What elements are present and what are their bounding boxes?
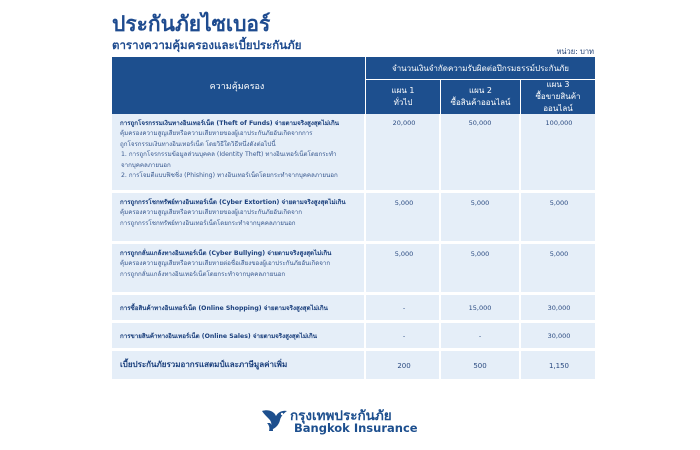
column-divider bbox=[519, 295, 521, 320]
column-divider bbox=[519, 244, 521, 292]
limit-column-header: จำนวนเงินจำกัดความรับผิดต่อปีกรมธรรม์ประกันภัย bbox=[365, 57, 595, 79]
plan-1-premium: 200 bbox=[397, 362, 411, 370]
premium-total-label: เบี้ยประกันภัยรวมอากรแสตมป์และภาษีมูลค่าเพิ่ม bbox=[120, 359, 288, 369]
plan-2-value: 5,000 bbox=[470, 250, 490, 258]
plan-2-value: 5,000 bbox=[470, 199, 490, 207]
coverage-heading: การถูกโจรกรรมเงินทางอินเทอร์เน็ต (Theft of Funds) จ่ายตามจริงสูงสุดไม่เกิน bbox=[120, 120, 339, 127]
plan-2-name: แผน 2 bbox=[469, 86, 492, 95]
coverage-description bbox=[120, 304, 364, 314]
plan-1-value: 5,000 bbox=[394, 199, 414, 207]
table-row bbox=[112, 295, 595, 323]
plan-3-value: 100,000 bbox=[545, 119, 573, 127]
coverage-line: 2. การโจมตีแบบฟิชชิ่ง (Phishing) ทางอินเทอร์เน็ตโดยกระทำจากบุคคลภายนอก bbox=[121, 172, 338, 180]
table-row bbox=[112, 193, 595, 244]
coverage-description bbox=[120, 249, 364, 280]
column-divider bbox=[439, 114, 441, 190]
column-divider bbox=[519, 351, 521, 379]
plan-2-header bbox=[440, 80, 520, 114]
logo-thai-text: กรุงเทพประกันภัย bbox=[290, 408, 392, 424]
premium-total-row bbox=[112, 351, 595, 382]
coverage-line: จากบุคคลภายนอก bbox=[121, 161, 171, 169]
coverage-line: คุ้มครองความสูญเสียหรือความเสียหายของผู้เอาประกันภัยอันเกิดจาก bbox=[120, 209, 302, 217]
column-divider bbox=[519, 193, 521, 241]
column-divider bbox=[439, 323, 441, 348]
column-divider bbox=[364, 323, 366, 348]
table-row bbox=[112, 114, 595, 193]
bird-logo-icon bbox=[258, 404, 290, 436]
coverage-description bbox=[120, 198, 364, 229]
plan-1-value: 5,000 bbox=[394, 250, 414, 258]
coverage-table bbox=[112, 57, 595, 382]
coverage-line: 1. การถูกโจรกรรมข้อมูลส่วนบุคคล (Identity Theft) ทางอินเทอร์เน็ตโดยกระทำ bbox=[121, 151, 337, 159]
column-divider bbox=[439, 244, 441, 292]
plan-1-value: - bbox=[402, 332, 406, 340]
plan-2-value: 15,000 bbox=[468, 304, 492, 312]
plan-3-value: 5,000 bbox=[549, 250, 569, 258]
column-divider bbox=[439, 193, 441, 241]
plan-1-desc: ทั่วไป bbox=[393, 98, 413, 107]
coverage-line: การถูกกลั่นแกล้งทางอินเทอร์เน็ตโดยกระทำจากบุคคลภายนอก bbox=[120, 270, 286, 278]
table-row bbox=[112, 244, 595, 295]
plan-2-value: 50,000 bbox=[468, 119, 492, 127]
column-divider bbox=[364, 114, 366, 190]
column-divider bbox=[519, 323, 521, 348]
column-divider bbox=[364, 351, 366, 379]
coverage-line: คุ้มครองความสูญเสียหรือความเสียหายของผู้เอาประกันภัยอันเกิดจากการ bbox=[120, 130, 313, 138]
plan-3-value: 30,000 bbox=[547, 332, 571, 340]
plan-1-value: - bbox=[402, 304, 406, 312]
column-divider bbox=[364, 244, 366, 292]
column-divider bbox=[364, 295, 366, 320]
plan-3-header bbox=[520, 80, 595, 114]
plan-3-premium: 1,150 bbox=[548, 362, 570, 370]
coverage-line: คุ้มครองความสูญเสียหรือความเสียหายต่อชื่อเสียงของผู้เอาประกันภัยอันเกิดจาก bbox=[120, 260, 331, 268]
plan-3-desc: ซื้อขายสินค้าออนไลน์ bbox=[535, 92, 581, 113]
column-divider bbox=[364, 193, 366, 241]
plan-2-desc: ซื้อสินค้าออนไลน์ bbox=[450, 98, 511, 107]
unit-label: หน่วย: บาท bbox=[556, 47, 594, 56]
logo-english-text: Bangkok Insurance bbox=[294, 421, 418, 435]
plan-3-value: 30,000 bbox=[547, 304, 571, 312]
coverage-line: การถูกกรรโชกทรัพย์ทางอินเทอร์เน็ตโดยกระทำจากบุคคลภายนอก bbox=[120, 219, 296, 227]
plan-3-name: แผน 3 bbox=[546, 80, 570, 89]
coverage-column-header: ความคุ้มครอง bbox=[209, 81, 265, 92]
plan-2-premium: 500 bbox=[473, 362, 487, 370]
page-title: ประกันภัยไซเบอร์ bbox=[112, 12, 271, 36]
coverage-heading: การซื้อสินค้าทางอินเทอร์เน็ต (Online Shopping) จ่ายตามจริงสูงสุดไม่เกิน bbox=[120, 305, 328, 312]
coverage-description bbox=[120, 332, 364, 342]
company-logo bbox=[258, 404, 438, 444]
plan-3-value: 5,000 bbox=[549, 199, 569, 207]
page-subtitle: ตารางความคุ้มครองและเบี้ยประกันภัย bbox=[112, 38, 302, 52]
coverage-description bbox=[120, 119, 364, 181]
coverage-line: ถูกโจรกรรมเงินทางอินเทอร์เน็ต โดยวิธีใดวิธีหนึ่งดังต่อไปนี้ bbox=[120, 140, 276, 148]
coverage-heading: การถูกกรรโชกทรัพย์ทางอินเทอร์เน็ต (Cyber Extortion) จ่ายตามจริงสูงสุดไม่เกิน bbox=[120, 199, 346, 206]
table-row bbox=[112, 323, 595, 351]
coverage-heading: การขายสินค้าทางอินเทอร์เน็ต (Online Sales) จ่ายตามจริงสูงสุดไม่เกิน bbox=[120, 333, 318, 340]
coverage-heading: การถูกกลั่นแกล้งทางอินเทอร์เน็ต (Cyber Bullying) จ่ายตามจริงสูงสุดไม่เกิน bbox=[120, 250, 332, 257]
column-divider bbox=[439, 295, 441, 320]
plan-1-header bbox=[365, 80, 440, 114]
table-header bbox=[112, 57, 595, 114]
plan-2-value: - bbox=[478, 332, 482, 340]
plan-1-name: แผน 1 bbox=[391, 86, 415, 95]
column-divider bbox=[439, 351, 441, 379]
plan-1-value: 20,000 bbox=[392, 119, 416, 127]
column-divider bbox=[519, 114, 521, 190]
